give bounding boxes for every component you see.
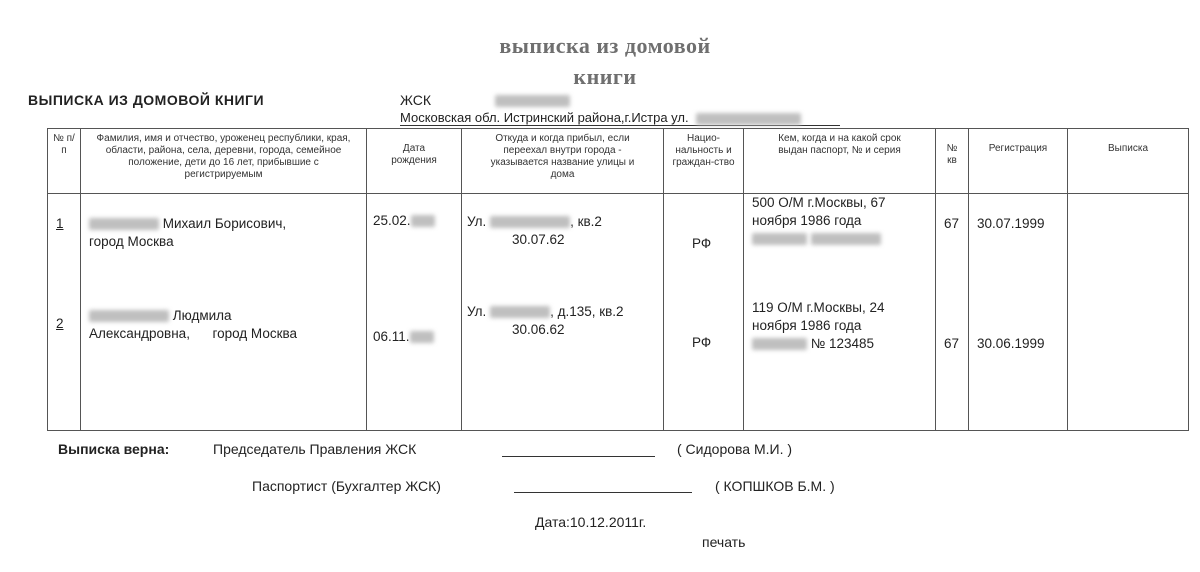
zhsk-label: ЖСК xyxy=(400,92,432,108)
row1-from-street: Ул. xyxy=(467,214,487,229)
redacted-street xyxy=(490,216,570,228)
col-header-nationality: Нацио-нальность и граждан-ство xyxy=(664,129,744,194)
redacted-surname xyxy=(89,310,169,322)
row1-passport-l2: ноября 1986 года xyxy=(752,213,862,228)
cell-from xyxy=(462,194,664,431)
chair-signature-line xyxy=(502,456,655,457)
col-header-birth: Дата рождения xyxy=(367,129,462,194)
cell-num xyxy=(48,194,81,431)
col-header-discharge: Выписка xyxy=(1068,129,1189,194)
table-header-row xyxy=(48,129,1189,194)
house-book-table xyxy=(47,128,1189,431)
row1-birth xyxy=(373,212,435,230)
row2-num: 2 xyxy=(56,316,64,331)
cell-registration xyxy=(969,194,1068,431)
officer-name: ( КОПШКОВ Б.М. ) xyxy=(715,478,835,494)
stamped-heading-line2: книги xyxy=(573,64,637,89)
row1-from-apt: , кв.2 xyxy=(570,214,602,229)
row2-from-street: Ул. xyxy=(467,304,487,319)
redacted-surname xyxy=(89,218,159,230)
row2-birth-text: 06.11. xyxy=(373,329,410,344)
col-header-from: Откуда и когда прибыл, если переехал внутри города - указывается название улицы и дома xyxy=(462,129,664,194)
row2-nationality: РФ xyxy=(692,335,712,350)
col-header-num: № п/п xyxy=(48,129,81,194)
redacted-year xyxy=(410,331,434,343)
redacted-year xyxy=(411,215,435,227)
verified-label: Выписка верна: xyxy=(58,441,170,457)
redacted-series xyxy=(752,233,807,245)
col-header-registration: Регистрация xyxy=(969,129,1068,194)
zhsk-line xyxy=(400,92,570,108)
stamped-heading-line1: выписка из домовой xyxy=(499,33,711,58)
row2-passport-l3 xyxy=(752,335,874,353)
document-title: ВЫПИСКА ИЗ ДОМОВОЙ КНИГИ xyxy=(28,92,265,108)
cell-passport xyxy=(744,194,936,431)
row1-passport-l3 xyxy=(752,230,881,248)
stamp-placeholder: печать xyxy=(702,534,746,550)
row1-from-date: 30.07.62 xyxy=(512,232,565,247)
redacted-number xyxy=(811,233,881,245)
col-header-name: Фамилия, имя и отчество, уроженец республики, края, области, района, села, деревни, города, семейное положение, дети до 16 лет, прибывшие с регистрируемым xyxy=(81,129,367,194)
row1-birth-text: 25.02. xyxy=(373,213,411,228)
cell-name xyxy=(81,194,367,431)
row2-fullname xyxy=(89,307,232,325)
address-text: Московская обл. Истринский района,г.Истра ул. xyxy=(400,110,689,125)
cell-apt xyxy=(936,194,969,431)
passport-officer-label: Паспортист (Бухгалтер ЖСК) xyxy=(252,478,441,494)
col-header-apt: № кв xyxy=(936,129,969,194)
row2-passport-l2: ноября 1986 года xyxy=(752,318,862,333)
date-text: Дата:10.12.2011г. xyxy=(535,514,647,530)
row2-registration: 30.06.1999 xyxy=(977,336,1045,351)
row2-from-date: 30.06.62 xyxy=(512,322,565,337)
address-line xyxy=(400,110,840,126)
chair-name: ( Сидорова М.И. ) xyxy=(677,441,793,457)
row2-passport-l1: 119 О/М г.Москвы, 24 xyxy=(752,300,885,315)
redacted-series xyxy=(752,338,807,350)
redacted-street xyxy=(696,113,801,125)
col-header-passport: Кем, когда и на какой срок выдан паспорт, № и серия xyxy=(744,129,936,194)
redacted-street xyxy=(490,306,550,318)
row1-num: 1 xyxy=(56,216,64,231)
row2-from-apt: , д.135, кв.2 xyxy=(550,304,624,319)
row2-city: Александровна, город Москва xyxy=(89,326,298,341)
row2-passport-number: № 123485 xyxy=(810,336,875,351)
row1-registration: 30.07.1999 xyxy=(977,216,1045,231)
row1-name: Михаил Борисович, xyxy=(162,216,287,231)
cell-birth xyxy=(367,194,462,431)
table-row xyxy=(48,194,1189,431)
row1-passport-l1: 500 О/М г.Москвы, 67 xyxy=(752,195,886,210)
row2-apt: 67 xyxy=(944,336,960,351)
officer-signature-line xyxy=(514,492,692,493)
redacted-zhsk-name xyxy=(495,95,570,107)
row1-from xyxy=(467,213,602,231)
stamped-heading xyxy=(400,30,810,92)
row1-nationality: РФ xyxy=(692,236,712,251)
row1-city: город Москва xyxy=(89,234,174,249)
cell-discharge xyxy=(1068,194,1189,431)
row2-birth xyxy=(373,328,434,346)
row2-from xyxy=(467,303,624,321)
cell-nationality xyxy=(664,194,744,431)
row2-name: Людмила xyxy=(172,308,232,323)
chair-label: Председатель Правления ЖСК xyxy=(213,441,417,457)
row1-apt: 67 xyxy=(944,216,960,231)
row1-fullname xyxy=(89,215,286,233)
